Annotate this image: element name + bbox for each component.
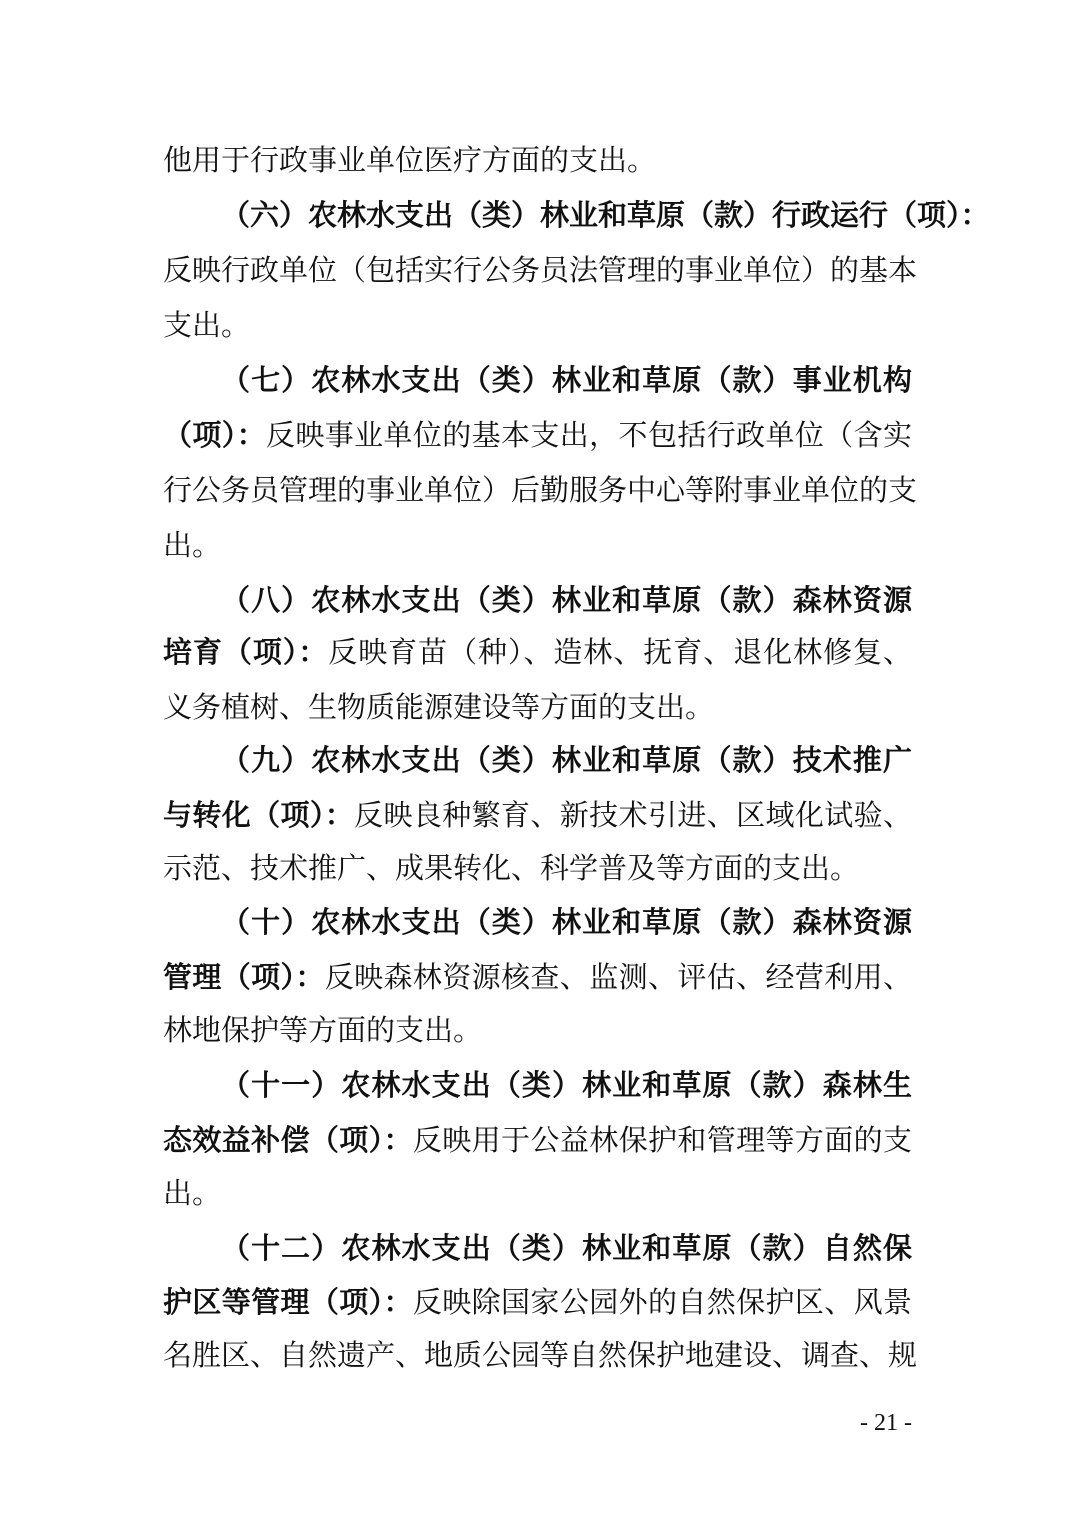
section-heading-line [163, 895, 912, 949]
text-line [163, 1113, 912, 1167]
body-text: 反映育苗（种）、造林、抚育、退化林修复、 [328, 635, 912, 669]
bold-heading-text: 态效益补偿（项）： [163, 1123, 413, 1157]
text-line [163, 788, 912, 842]
body-text: 支出。 [163, 308, 251, 342]
text-line [163, 1275, 912, 1329]
text-line [163, 680, 912, 734]
text-line [163, 1166, 912, 1220]
section-heading-line [163, 733, 912, 787]
text-line [163, 243, 918, 297]
bold-heading-text: （八）农林水支出（类）林业和草原（款）森林资源 [221, 583, 912, 617]
bold-heading-text: 管理（项）： [163, 960, 325, 994]
bold-heading-text: （十一）农林水支出（类）林业和草原（款）森林生 [221, 1068, 912, 1102]
section-heading-line [163, 1221, 912, 1275]
bold-heading-text: （十二）农林水支出（类）林业和草原（款）自然保 [221, 1231, 912, 1265]
text-line [163, 518, 912, 572]
section-heading-line [163, 353, 912, 407]
text-line [163, 133, 912, 187]
body-text: 示范、技术推广、成果转化、科学普及等方面的支出。 [163, 851, 860, 885]
bold-heading-text: 培育（项）： [163, 635, 329, 669]
body-text: 出。 [163, 1176, 222, 1210]
bold-heading-text: 护区等管理（项）： [163, 1285, 413, 1319]
section-heading-line [163, 1058, 912, 1112]
section-heading-line [163, 188, 990, 242]
text-line [163, 1003, 912, 1057]
body-text: 反映良种繁育、新技术引进、区域化试验、 [354, 798, 912, 832]
body-text: 名胜区、自然遗产、地质公园等自然保护地建设、调查、规 [163, 1338, 918, 1372]
text-line [163, 463, 918, 517]
text-line [163, 298, 912, 352]
bold-heading-text: 与转化（项）： [163, 798, 355, 832]
text-line [163, 1328, 918, 1382]
body-text: 反映森林资源核查、监测、评估、经营利用、 [324, 960, 912, 994]
body-text: 反映用于公益林保护和管理等方面的支 [412, 1123, 912, 1157]
body-text: 行公务员管理的事业单位）后勤服务中心等附事业单位的支 [163, 473, 918, 507]
section-heading-line [163, 573, 912, 627]
page-number: - 21 - [860, 1410, 912, 1436]
bold-heading-text: （十）农林水支出（类）林业和草原（款）森林资源 [221, 905, 912, 939]
bold-heading-text: （六）农林水支出（类）林业和草原（款）行政运行（项）： [221, 198, 990, 232]
text-line [163, 950, 912, 1004]
body-text: 反映除国家公园外的自然保护区、风景 [412, 1285, 912, 1319]
body-text: 义务植树、生物质能源建设等方面的支出。 [163, 690, 715, 724]
text-line [163, 625, 912, 679]
bold-heading-text: （九）农林水支出（类）林业和草原（款）技术推广 [221, 743, 912, 777]
text-line [163, 841, 912, 895]
body-text: 林地保护等方面的支出。 [163, 1013, 483, 1047]
bold-heading-text: （七）农林水支出（类）林业和草原（款）事业机构 [221, 363, 912, 397]
body-text: 出。 [163, 528, 222, 562]
bold-heading-text: （项）： [163, 418, 267, 452]
text-line [163, 408, 912, 462]
body-text: 反映事业单位的基本支出，不包括行政单位（含实 [266, 418, 912, 452]
body-text: 他用于行政事业单位医疗方面的支出。 [163, 143, 657, 177]
body-text: 反映行政单位（包括实行公务员法管理的事业单位）的基本 [163, 253, 918, 287]
